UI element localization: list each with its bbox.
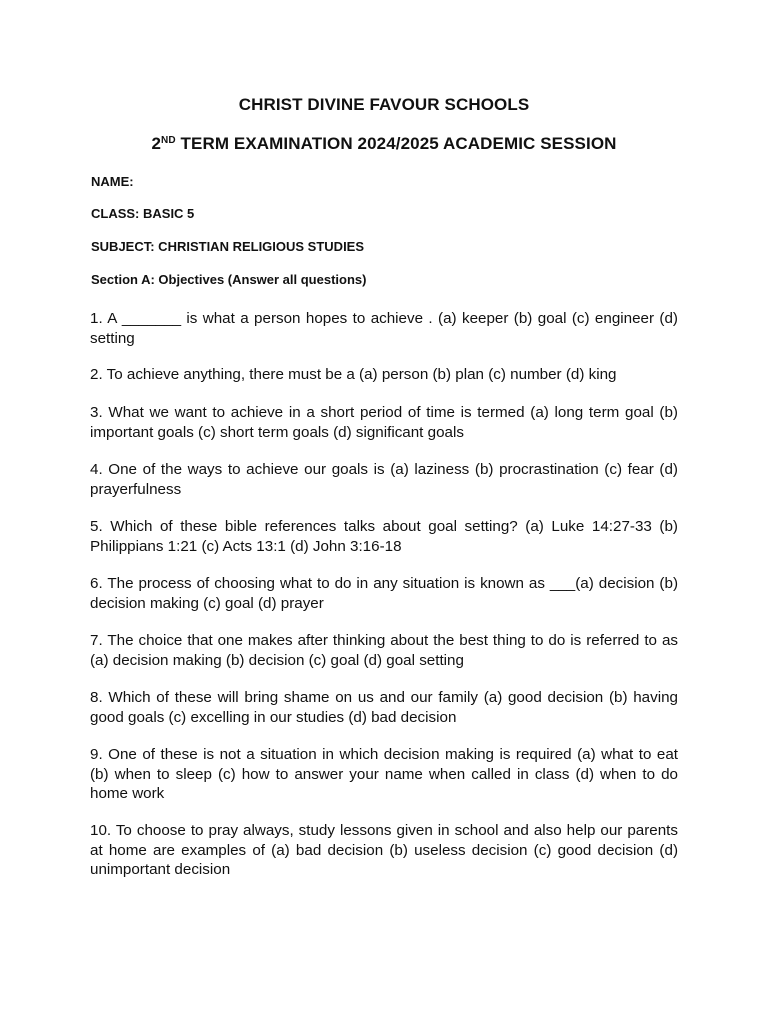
question-item: 5. Which of these bible references talks about goal setting? (a) Luke 14:27-33 (b) Philippians 1:21 (c) Acts 13:1 (d) John 3:16-18 xyxy=(90,518,678,555)
exam-ordinal: 2 xyxy=(151,134,162,153)
question-item: 4. One of the ways to achieve our goals is (a) laziness (b) procrastination (c) fear (d) prayerfulness xyxy=(90,461,678,498)
question-item: 1. A _______ is what a person hopes to achieve . (a) keeper (b) goal (c) engineer (d) setting xyxy=(90,310,678,347)
question-item: 3. What we want to achieve in a short period of time is termed (a) long term goal (b) important goals (c) short term goals (d) significant goals xyxy=(90,404,678,441)
subject-line: SUBJECT: CHRISTIAN RELIGIOUS STUDIES xyxy=(91,239,365,254)
question-item: 2. To achieve anything, there must be a (a) person (b) plan (c) number (d) king xyxy=(90,366,617,383)
class-line: CLASS: BASIC 5 xyxy=(91,206,195,221)
section-heading: Section A: Objectives (Answer all questions) xyxy=(91,272,367,287)
exam-title xyxy=(0,134,768,154)
question-item: 8. Which of these will bring shame on us and our family (a) good decision (b) having good goals (c) excelling in our studies (d) bad decision xyxy=(90,689,678,726)
exam-title-text: TERM EXAMINATION 2024/2025 ACADEMIC SESSION xyxy=(180,134,617,153)
name-label: NAME: xyxy=(91,174,134,189)
question-item: 9. One of these is not a situation in which decision making is required (a) what to eat (b) when to sleep (c) how to answer your name when called in class (d) when to do home work xyxy=(90,746,678,802)
school-name: CHRIST DIVINE FAVOUR SCHOOLS xyxy=(238,95,530,114)
question-item: 7. The choice that one makes after thinking about the best thing to do is referred to as (a) decision making (b) decision (c) goal (d) goal setting xyxy=(90,632,678,669)
exam-ordinal-suffix: ND xyxy=(161,135,176,146)
question-item: 6. The process of choosing what to do in any situation is known as ___(a) decision (b) decision making (c) goal (d) prayer xyxy=(90,575,678,612)
question-item: 10. To choose to pray always, study lessons given in school and also help our parents at home are examples of (a) bad decision (b) useless decision (c) good decision (d) unimportant decision xyxy=(90,822,678,878)
